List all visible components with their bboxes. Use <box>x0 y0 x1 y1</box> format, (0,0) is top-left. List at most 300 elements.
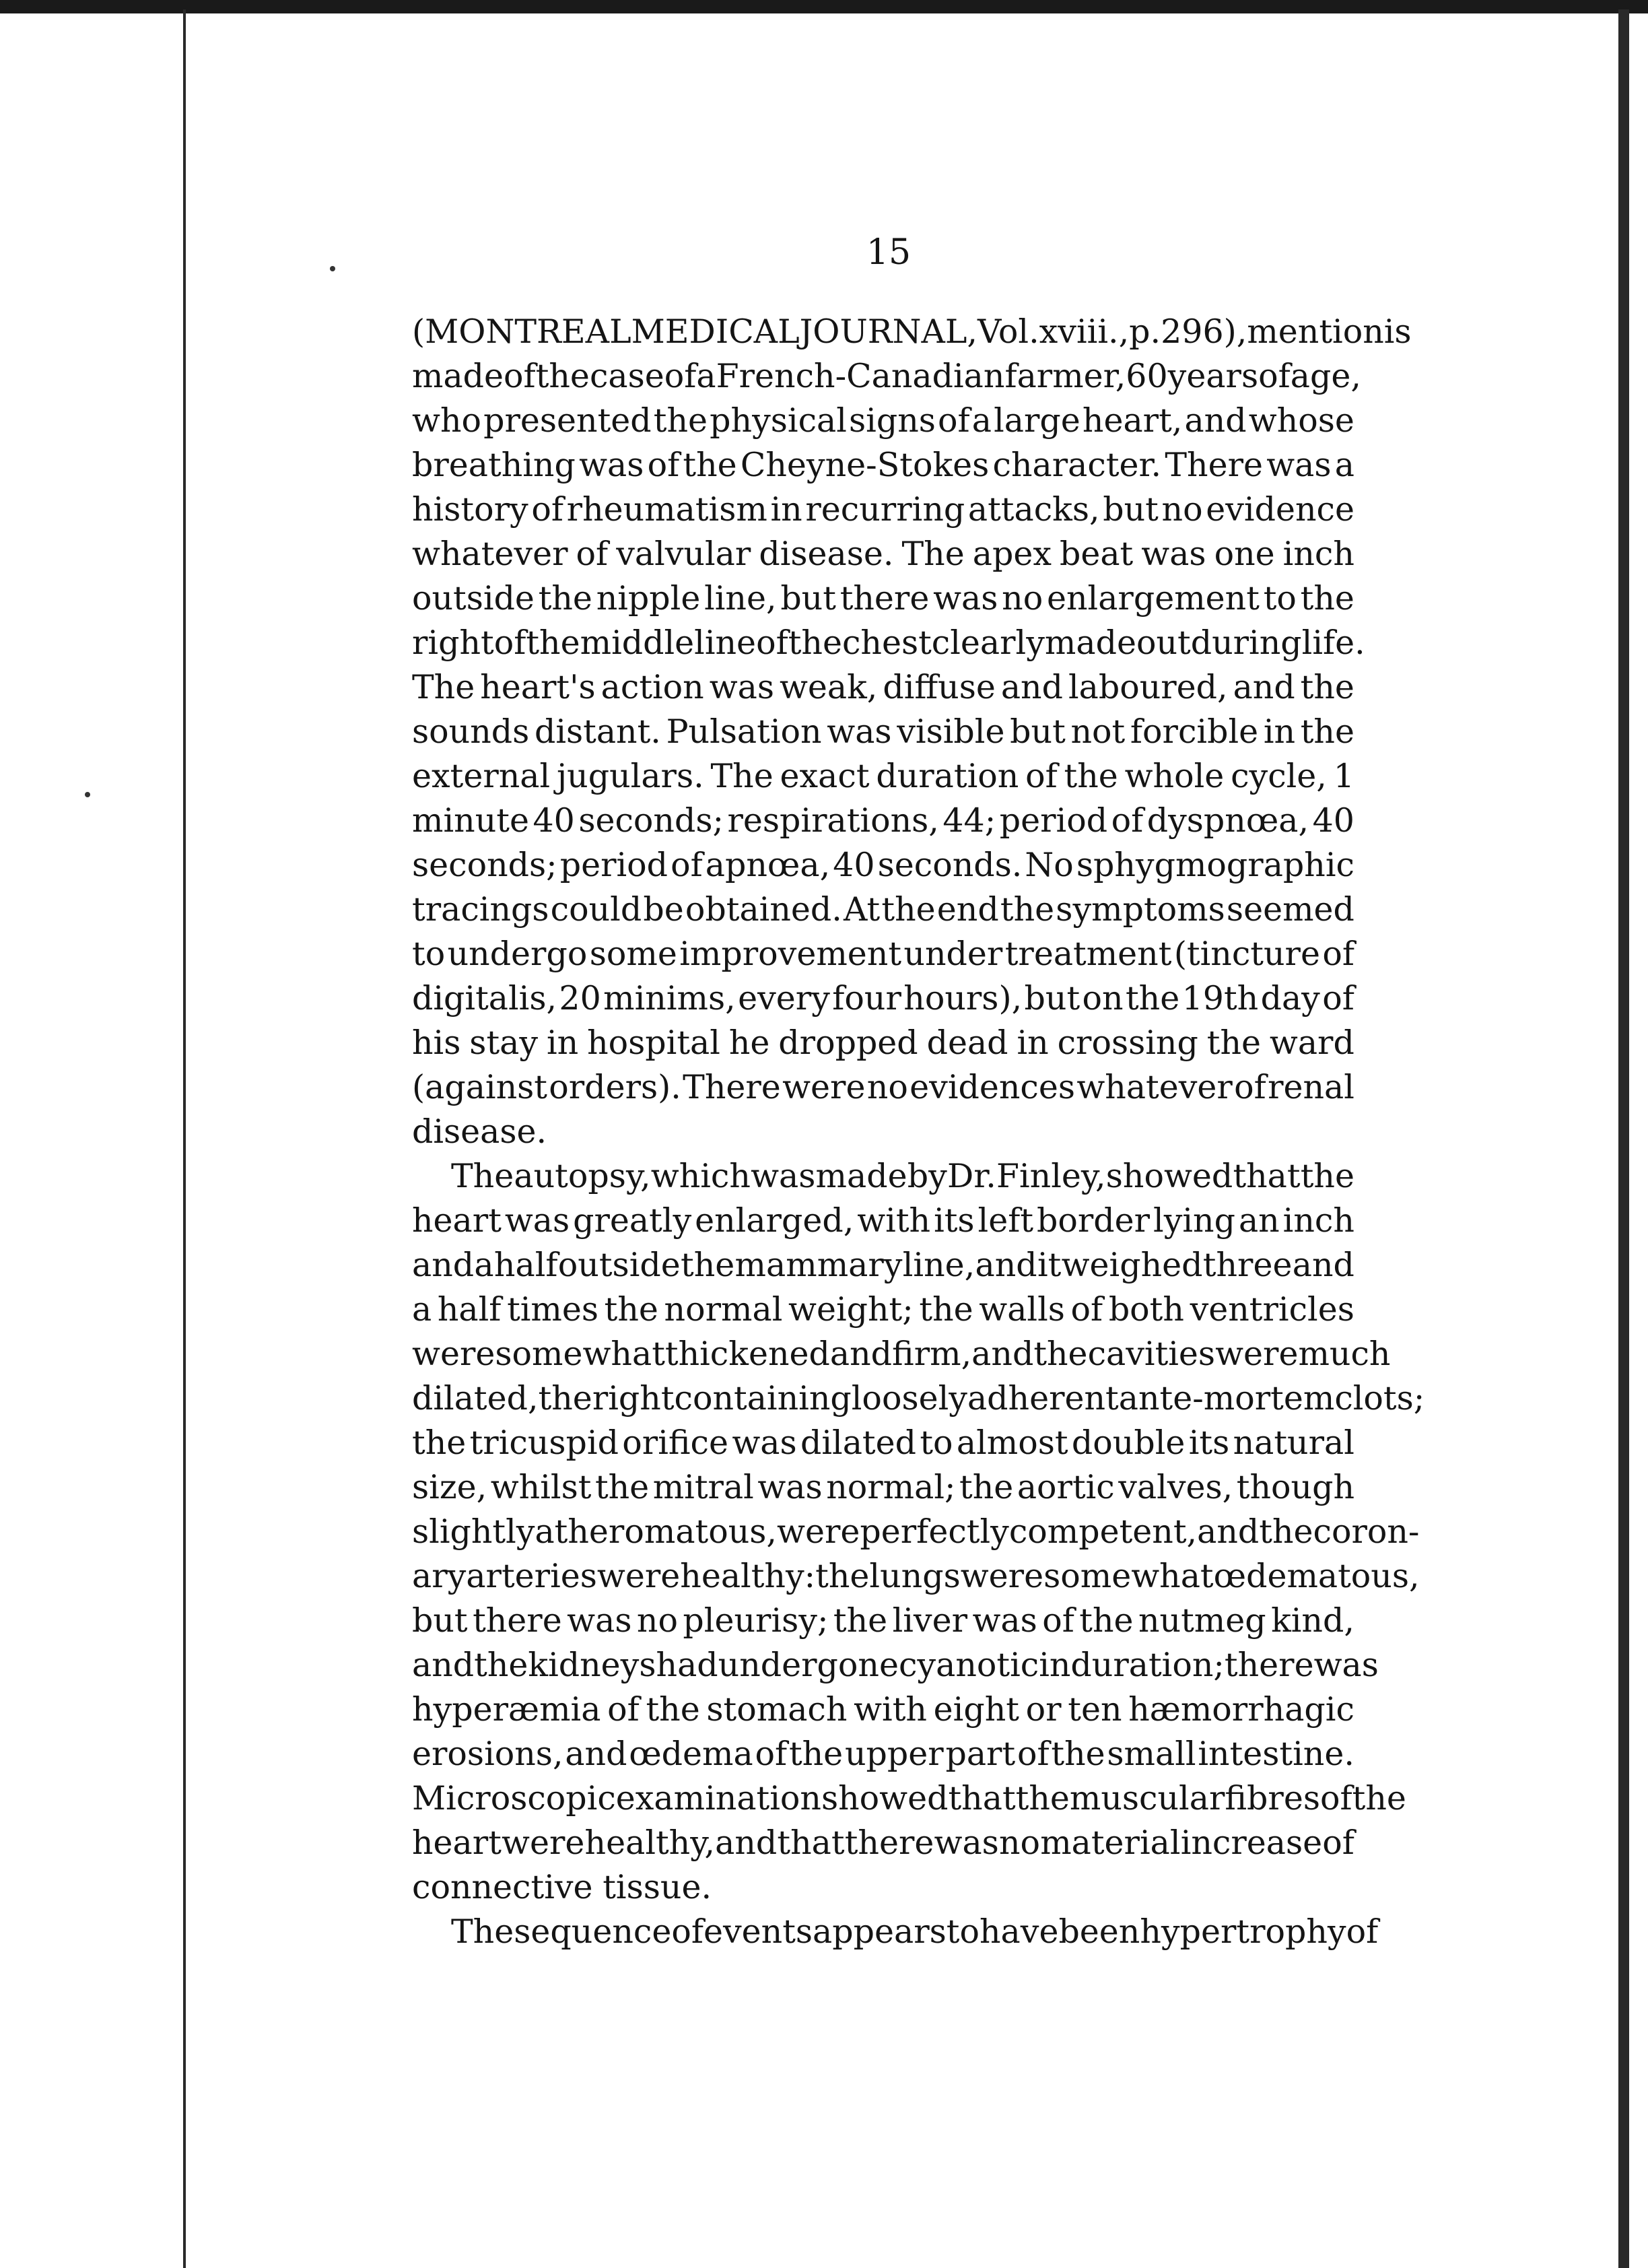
word: healthy, <box>584 1824 715 1862</box>
word: connective <box>412 1868 593 1906</box>
word: part <box>945 1735 1016 1773</box>
word: arteries <box>466 1557 597 1595</box>
word: right <box>592 1379 675 1418</box>
word: intestine. <box>1198 1735 1354 1773</box>
scan-top-border <box>0 0 1648 13</box>
word: kidneys <box>528 1646 656 1684</box>
text-line <box>412 399 1354 443</box>
word: times <box>507 1290 599 1329</box>
word: outside <box>412 579 535 618</box>
word: Pulsation <box>666 712 822 751</box>
word: clearly <box>931 624 1045 662</box>
word: chest <box>842 624 932 662</box>
word: cycle, <box>1231 757 1327 795</box>
word: ary <box>412 1557 467 1595</box>
word: to <box>920 1424 953 1462</box>
word: and <box>565 1735 627 1773</box>
word: whatever <box>412 535 568 573</box>
word: but <box>780 579 836 618</box>
word: his <box>412 1024 461 1062</box>
word: Cheyne-Stokes <box>740 446 990 484</box>
word: seconds; <box>412 846 557 884</box>
word: jugulars. <box>556 757 704 795</box>
word: pleurisy; <box>683 1601 829 1640</box>
word: digitalis, <box>412 979 557 1018</box>
word: the <box>604 1290 658 1329</box>
word: renal <box>1268 1068 1354 1106</box>
word: of <box>755 1735 788 1773</box>
word: was <box>567 1601 632 1640</box>
word: walls <box>979 1290 1065 1329</box>
word: mammary <box>734 1246 903 1284</box>
text-line <box>412 310 1412 354</box>
body-text <box>412 310 1425 1954</box>
word: undergo <box>447 935 588 973</box>
word: were <box>960 1557 1044 1595</box>
word: distant. <box>534 712 661 751</box>
word: of <box>1322 979 1354 1018</box>
word: been <box>1058 1912 1140 1951</box>
word: evidences <box>909 1068 1076 1106</box>
word: outside <box>557 1246 681 1284</box>
word: the <box>538 1379 592 1418</box>
word: muscular <box>1069 1779 1225 1817</box>
word: ten <box>1068 1690 1122 1729</box>
text-line <box>412 354 1361 399</box>
word: of <box>1017 1735 1050 1773</box>
word: breathing <box>412 446 576 484</box>
word: have <box>979 1912 1059 1951</box>
word: was <box>827 712 892 751</box>
word: seemed <box>1226 890 1354 929</box>
word: a <box>971 401 992 440</box>
word: period <box>559 846 668 884</box>
paragraph <box>412 310 1412 1154</box>
word: of <box>1322 1824 1354 1862</box>
text-line <box>412 1421 1354 1465</box>
word: was <box>751 1157 816 1195</box>
word: There <box>1165 446 1264 484</box>
word: Finley, <box>996 1157 1106 1195</box>
word: the <box>1206 1024 1261 1062</box>
word: case <box>589 357 664 395</box>
word: exact <box>780 757 870 795</box>
word: no <box>1002 579 1043 618</box>
word: the <box>1300 712 1354 751</box>
text-line <box>412 1776 1406 1821</box>
word: there <box>844 1824 934 1862</box>
word: were <box>502 1824 585 1862</box>
word: The <box>710 757 774 795</box>
word: under <box>903 935 1003 973</box>
word: examination <box>615 1779 821 1817</box>
word: had <box>656 1646 718 1684</box>
word: orders). <box>549 1068 681 1106</box>
word: lungs <box>869 1557 961 1595</box>
word: of <box>1320 1779 1352 1817</box>
word: but <box>1010 712 1066 751</box>
word: of <box>664 357 697 395</box>
word: treatment <box>1004 935 1172 973</box>
word: autopsy, <box>514 1157 651 1195</box>
word: with <box>854 1690 927 1729</box>
word: the <box>538 579 592 618</box>
text-line <box>412 1199 1354 1243</box>
word: œdema <box>629 1735 753 1773</box>
word: containing <box>674 1379 852 1418</box>
word: œdematous, <box>1213 1557 1420 1595</box>
word: dilated <box>800 1424 916 1462</box>
word: heart <box>412 1201 502 1240</box>
word: was <box>934 1824 999 1862</box>
word: respirations, <box>727 801 939 840</box>
word: dilated, <box>412 1379 539 1418</box>
word: a <box>412 1290 432 1329</box>
word: the <box>1125 979 1180 1018</box>
text-line <box>412 665 1354 710</box>
word: were <box>1215 1335 1299 1373</box>
word: tracings <box>412 890 549 929</box>
text-line <box>412 1376 1425 1421</box>
word: material <box>1040 1824 1181 1862</box>
word: perfectly <box>860 1512 1009 1551</box>
word: normal; <box>826 1468 956 1506</box>
word: valvular <box>616 535 751 573</box>
word: the <box>815 1557 870 1595</box>
text-line <box>412 443 1354 488</box>
word: There <box>683 1068 781 1106</box>
word: no <box>1161 490 1203 529</box>
word: xviii., <box>1039 312 1130 351</box>
word: rheumatism <box>566 490 767 529</box>
word: no <box>866 1068 908 1106</box>
word: middle <box>580 624 695 662</box>
word: day <box>1260 979 1320 1018</box>
word: 40 <box>833 846 875 884</box>
word: the <box>594 1468 650 1506</box>
word: erosions, <box>412 1735 563 1773</box>
word: mention <box>1247 312 1384 351</box>
word: border <box>1036 1201 1151 1240</box>
word: 40 <box>1312 801 1354 840</box>
word: physical <box>710 401 847 440</box>
word: adherent <box>967 1379 1119 1418</box>
word: and <box>829 1335 893 1373</box>
word: tricuspid <box>469 1424 619 1462</box>
word: (tincture <box>1173 935 1320 973</box>
word: of <box>1042 1601 1074 1640</box>
text-line <box>412 621 1365 665</box>
word: appears <box>813 1912 947 1951</box>
word: was <box>1313 1646 1379 1684</box>
word: of <box>938 401 970 440</box>
word: was <box>933 579 998 618</box>
word: orifice <box>622 1424 728 1462</box>
word: the <box>683 446 737 484</box>
word: of <box>493 624 526 662</box>
text-line <box>412 1065 1354 1110</box>
word: weak, <box>779 668 878 706</box>
word: 40 <box>533 801 575 840</box>
word: and <box>1233 668 1295 706</box>
text-line <box>412 1154 1354 1199</box>
word: liver <box>892 1601 968 1640</box>
word: seconds. <box>877 846 1023 884</box>
word: was <box>579 446 644 484</box>
text-line <box>412 1243 1354 1288</box>
word: every <box>738 979 830 1018</box>
word: was <box>709 668 774 706</box>
text-line <box>412 1288 1354 1332</box>
word: the <box>1051 1735 1105 1773</box>
word: made <box>412 357 504 395</box>
word: that <box>1233 1157 1301 1195</box>
word: farmer, <box>1004 357 1126 395</box>
word: No <box>1025 846 1074 884</box>
text-line <box>412 1910 1379 1954</box>
word: visible <box>897 712 1005 751</box>
word: half <box>493 1246 558 1284</box>
word: of <box>756 624 788 662</box>
word: and <box>1000 668 1063 706</box>
scan-left-margin-rule <box>183 9 186 2268</box>
word: the <box>1300 1157 1354 1195</box>
word: could <box>550 890 642 929</box>
text-line <box>412 1510 1420 1554</box>
word: valves, <box>1118 1468 1233 1506</box>
word: the <box>526 624 580 662</box>
word: The <box>451 1912 514 1951</box>
word: was <box>732 1424 797 1462</box>
word: the <box>646 1690 700 1729</box>
word: hospital <box>587 1024 720 1062</box>
word: undergone <box>718 1646 899 1684</box>
word: both <box>1108 1290 1184 1329</box>
word: in <box>1017 1024 1049 1062</box>
word: the <box>919 1290 973 1329</box>
word: The <box>451 1157 514 1195</box>
word: inch <box>1282 535 1354 573</box>
word: of <box>671 846 703 884</box>
word: was <box>757 1468 823 1506</box>
word: disease. <box>412 1112 547 1151</box>
word: was <box>972 1601 1037 1640</box>
word: whose <box>1248 401 1354 440</box>
word: showed <box>1105 1157 1233 1195</box>
word: Dr. <box>947 1157 996 1195</box>
word: evidence <box>1206 490 1354 529</box>
word: one <box>1214 535 1275 573</box>
word: (against <box>412 1068 547 1106</box>
word: weighed <box>1061 1246 1203 1284</box>
word: 1 <box>1333 757 1354 795</box>
scan-right-edge <box>1618 9 1629 2268</box>
word: 19th <box>1181 979 1259 1018</box>
word: its <box>934 1201 975 1240</box>
text-line <box>412 843 1354 888</box>
word: At <box>844 890 881 929</box>
word: and <box>971 1335 1034 1373</box>
word: showed <box>821 1779 949 1817</box>
word: was <box>1141 535 1206 573</box>
word: were <box>782 1068 866 1106</box>
word: to <box>412 935 446 973</box>
word: nipple <box>596 579 701 618</box>
word: attacks, <box>967 490 1100 529</box>
word: ventricles <box>1190 1290 1354 1329</box>
word: lying <box>1153 1201 1235 1240</box>
word: ward <box>1269 1024 1354 1062</box>
word: somewhat <box>495 1335 665 1373</box>
word: and <box>412 1246 475 1284</box>
word: minute <box>412 801 529 840</box>
word: made <box>815 1157 907 1195</box>
word: mitral <box>652 1468 754 1506</box>
word: the <box>833 1601 888 1640</box>
word: events <box>703 1912 813 1951</box>
word: the <box>1300 668 1354 706</box>
word: French-Canadian <box>716 357 1005 395</box>
word: hypertrophy <box>1140 1912 1346 1951</box>
word: forcible <box>1130 712 1259 751</box>
word: hours), <box>903 979 1023 1018</box>
word: ante-mortem <box>1118 1379 1335 1418</box>
word: stomach <box>706 1690 848 1729</box>
word: beat <box>1059 535 1134 573</box>
word: and <box>1184 401 1247 440</box>
word: slightly <box>412 1512 535 1551</box>
word: the <box>1079 1601 1134 1640</box>
word: the <box>1064 757 1118 795</box>
word: kind, <box>1271 1601 1354 1640</box>
word: induration; <box>1039 1646 1225 1684</box>
text-line <box>412 932 1354 976</box>
word: is <box>1383 312 1412 351</box>
word: left <box>977 1201 1034 1240</box>
word: of <box>1025 757 1058 795</box>
word: a <box>474 1246 494 1284</box>
word: whole <box>1124 757 1225 795</box>
word: somewhat <box>1043 1557 1214 1595</box>
word: Vol. <box>977 312 1039 351</box>
word: clots; <box>1334 1379 1425 1418</box>
word: line <box>694 624 757 662</box>
word: he <box>728 1024 770 1062</box>
word: crossing <box>1057 1024 1198 1062</box>
word: of <box>1346 1912 1379 1951</box>
text-line <box>412 710 1354 754</box>
word: double <box>1071 1424 1186 1462</box>
word: was <box>504 1201 570 1240</box>
word: sounds <box>412 712 530 751</box>
word: loosely <box>851 1379 967 1418</box>
word: large <box>994 401 1080 440</box>
word: the <box>788 624 842 662</box>
word: of <box>671 1912 703 1951</box>
word: and <box>1292 1246 1354 1284</box>
word: three <box>1202 1246 1293 1284</box>
word: heart <box>412 1824 502 1862</box>
word: JOURNAL, <box>799 312 978 351</box>
word: cavities <box>1087 1335 1216 1373</box>
word: 60 <box>1126 357 1168 395</box>
word: there <box>1224 1646 1314 1684</box>
word: line, <box>902 1246 975 1284</box>
word: made <box>1044 624 1136 662</box>
word: duration <box>876 757 1019 795</box>
word: no <box>998 1824 1041 1862</box>
page-number: 15 <box>866 232 912 273</box>
word: the <box>474 1646 528 1684</box>
word: not <box>1070 712 1126 751</box>
word: the <box>1000 890 1055 929</box>
word: the <box>959 1468 1014 1506</box>
text-line <box>412 1643 1379 1688</box>
word: enlarged, <box>695 1201 854 1240</box>
scan-speck <box>330 266 335 271</box>
word: The <box>901 535 965 573</box>
word: apex <box>972 535 1052 573</box>
word: to <box>1263 579 1297 618</box>
word: dyspnœa, <box>1146 801 1309 840</box>
word: upper <box>844 1735 944 1773</box>
word: during <box>1190 624 1302 662</box>
word: small <box>1107 1735 1196 1773</box>
word: much <box>1298 1335 1391 1373</box>
text-line <box>412 976 1354 1021</box>
word: and <box>975 1246 1037 1284</box>
text-line <box>412 1554 1420 1599</box>
word: stay <box>469 1024 539 1062</box>
word: 296), <box>1161 312 1247 351</box>
word: by <box>907 1157 947 1195</box>
text-line <box>412 888 1354 932</box>
word: diffuse <box>883 668 996 706</box>
text-line <box>412 1688 1354 1732</box>
word: the <box>412 1424 467 1462</box>
word: some <box>589 935 677 973</box>
word: presented <box>483 401 652 440</box>
word: dropped <box>778 1024 918 1062</box>
word: 44; <box>942 801 996 840</box>
word: normal <box>664 1290 783 1329</box>
word: of <box>576 535 609 573</box>
word: in <box>546 1024 579 1062</box>
word: fibres <box>1225 1779 1320 1817</box>
word: and <box>1197 1512 1260 1551</box>
word: the <box>681 1246 735 1284</box>
word: the <box>788 1735 844 1773</box>
word: in <box>770 490 802 529</box>
word: with <box>857 1201 931 1240</box>
word: but <box>412 1601 468 1640</box>
word: nutmeg <box>1138 1601 1266 1640</box>
word: right <box>412 624 494 662</box>
word: disease. <box>759 535 894 573</box>
word: symptoms <box>1056 890 1225 929</box>
word: history <box>412 490 528 529</box>
word: the <box>1259 1512 1313 1551</box>
text-line <box>412 576 1354 621</box>
word: there <box>473 1601 562 1640</box>
word: laboured, <box>1068 668 1228 706</box>
text-line <box>412 754 1354 799</box>
word: or <box>1025 1690 1062 1729</box>
word: was <box>1266 446 1332 484</box>
word: line, <box>704 579 777 618</box>
word: cyanotic <box>898 1646 1039 1684</box>
word: size, <box>412 1468 487 1506</box>
